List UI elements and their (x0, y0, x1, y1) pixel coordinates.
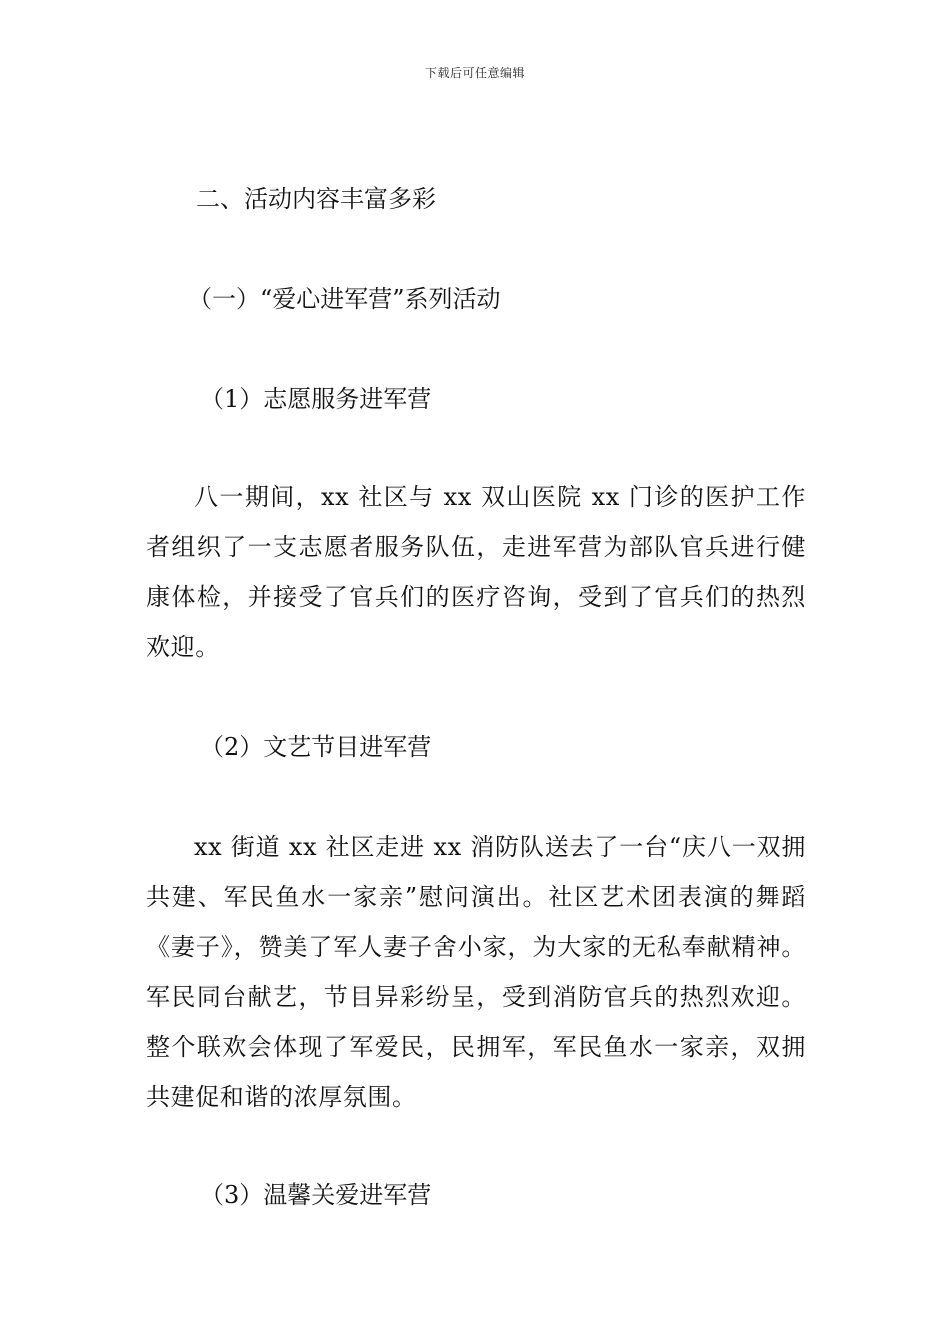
item-2-title: （2）文艺节目进军营 (200, 733, 432, 761)
item-1-paragraph (146, 472, 806, 672)
item-2-body: xx 街道 xx 社区走进 xx 消防队送去了一台“庆八一双拥共建、军民鱼水一家亲”慰问演出。社区艺术团表演的舞蹈《妻子》，赞美了军人妻子舍小家，为大家的无私奉献精神。军民同台献艺，节目异彩纷呈，受到消防官兵的热烈欢迎。整个联欢会体现了军爱民，民拥军，军民鱼水一家亲，双拥共建促和谐的浓厚氛围。 (146, 833, 806, 1111)
item-3-title: （3）温馨关爱进军营 (200, 1181, 432, 1209)
item-1-title: （1）志愿服务进军营 (200, 385, 432, 413)
subsection-title: （一）“爱心进军营”系列活动 (188, 285, 501, 313)
item-1-body: 八一期间，xx 社区与 xx 双山医院 xx 门诊的医护工作者组织了一支志愿者服务队伍，走进军营为部队官兵进行健康体检，并接受了官兵们的医疗咨询，受到了官兵们的热烈欢迎。 (146, 483, 806, 661)
page-header-note: 下载后可任意编辑 (424, 66, 525, 80)
section-title: 二、活动内容丰富多彩 (196, 185, 436, 213)
item-2-paragraph (146, 822, 806, 1122)
